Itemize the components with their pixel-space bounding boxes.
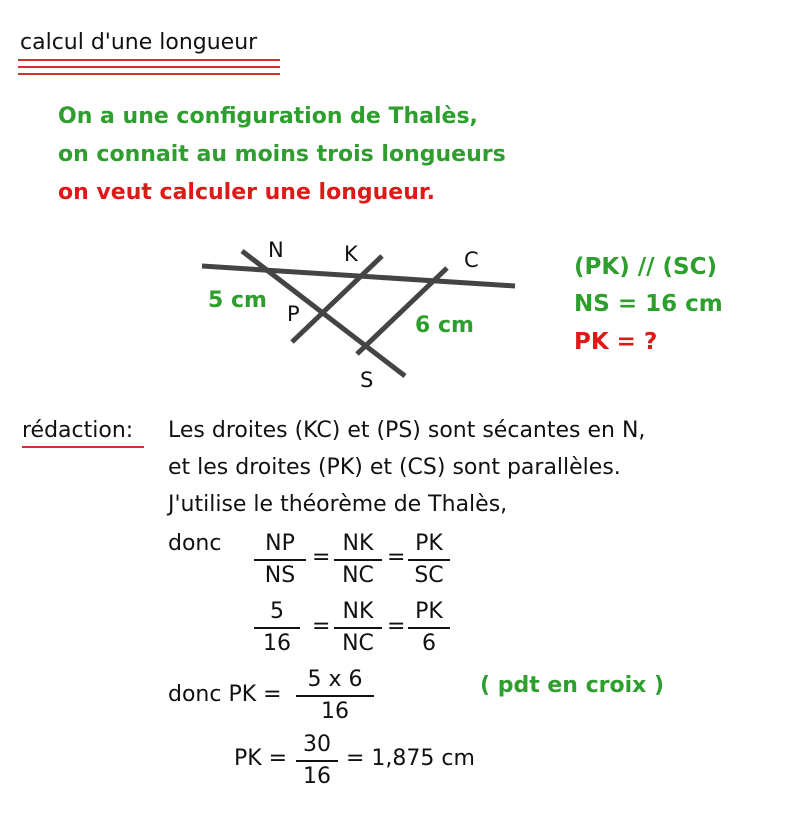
redaction-line-2: et les droites (PK) et (CS) sont parallèles. xyxy=(168,455,621,480)
redaction-underline xyxy=(22,446,144,448)
equals-sign: = xyxy=(312,614,331,639)
intro-line-2: on connait au moins trois longueurs xyxy=(58,142,506,167)
info-pk: PK = ? xyxy=(574,329,658,355)
redaction-line-1: Les droites (KC) et (PS) sont sécantes en N, xyxy=(168,418,646,443)
equals-sign: = xyxy=(387,614,406,639)
point-c-label: C xyxy=(464,248,479,272)
pk-equation-label: donc PK = xyxy=(168,682,282,707)
cross-product-note: ( pdt en croix ) xyxy=(480,673,665,698)
equals-sign: = xyxy=(312,545,331,570)
page-title: calcul d'une longueur xyxy=(20,30,258,55)
redaction-label: rédaction: xyxy=(22,418,134,443)
point-k-label: K xyxy=(344,242,358,266)
result-label: PK = xyxy=(234,746,288,771)
point-n-label: N xyxy=(268,238,284,262)
fraction-nk-nc-2: NK NC xyxy=(334,598,382,658)
length-cs-label: 6 cm xyxy=(415,313,474,338)
equals-sign: = xyxy=(387,545,406,570)
intro-line-1: On a une configuration de Thalès, xyxy=(58,104,478,129)
redaction-line-3: J'utilise le théorème de Thalès, xyxy=(168,492,508,517)
intro-line-3: on veut calculer une longueur. xyxy=(58,180,435,205)
fraction-nk-nc: NK NC xyxy=(334,530,382,590)
fraction-30-16: 30 16 xyxy=(296,731,338,791)
fraction-np-ns: NP NS xyxy=(254,530,306,590)
fraction-5-16: 5 16 xyxy=(254,598,300,658)
fraction-pk-6: PK 6 xyxy=(408,598,450,658)
info-ns: NS = 16 cm xyxy=(574,291,723,317)
result-value: = 1,875 cm xyxy=(346,746,475,771)
fraction-pk-sc: PK SC xyxy=(408,530,450,590)
fraction-5x6-16: 5 x 6 16 xyxy=(296,666,374,726)
point-s-label: S xyxy=(360,368,374,392)
donc-label: donc xyxy=(168,531,222,556)
info-parallel: (PK) // (SC) xyxy=(574,254,717,280)
point-p-label: P xyxy=(287,302,300,326)
length-np-label: 5 cm xyxy=(208,288,267,313)
